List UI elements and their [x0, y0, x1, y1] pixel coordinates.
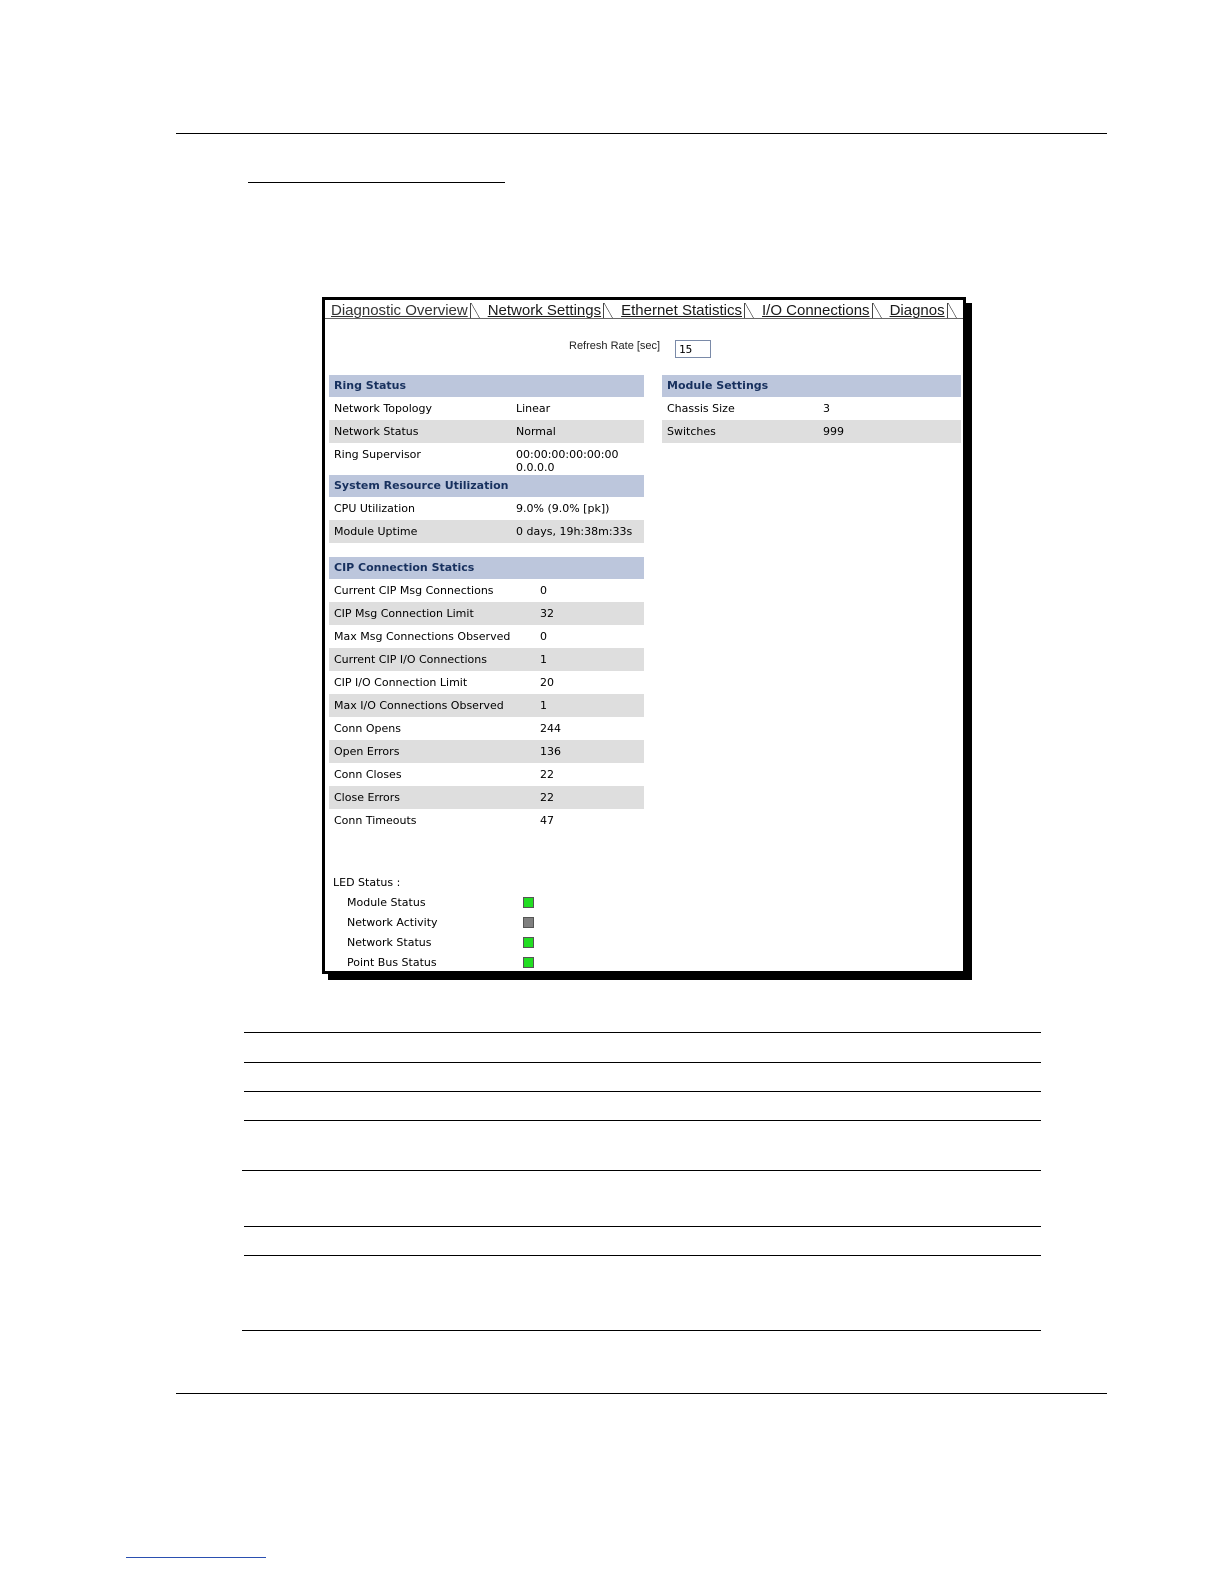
table-rule — [244, 1226, 1041, 1227]
cip-connection-header: CIP Connection Statics — [329, 557, 644, 579]
led-row-point-bus-status: Point Bus Status — [347, 956, 547, 976]
tab-diagnostic-overview[interactable]: Diagnostic Overview — [325, 302, 482, 319]
table-row: Conn Opens 244 — [334, 722, 561, 735]
system-resource-header: System Resource Utilization — [329, 475, 644, 497]
table-row: Switches 999 — [662, 420, 961, 443]
network-activity-led-icon — [523, 917, 534, 928]
table-rule — [242, 1170, 1041, 1171]
refresh-rate-input[interactable] — [675, 340, 711, 358]
table-rule — [244, 1255, 1041, 1256]
led-row-module-status: Module Status — [347, 896, 547, 916]
table-row: Conn Timeouts 47 — [334, 814, 554, 827]
led-row-network-status: Network Status — [347, 936, 547, 956]
table-row: Ring Supervisor 00:00:00:00:00:00 0.0.0.0 — [334, 448, 619, 474]
table-row: Conn Closes 22 — [334, 768, 554, 781]
right-column — [662, 375, 961, 443]
table-row: Max I/O Connections Observed 1 — [329, 694, 644, 717]
module-status-led-icon — [523, 897, 534, 908]
table-row: Close Errors 22 — [329, 786, 644, 809]
tab-diagnostics[interactable]: Diagnos — [884, 302, 959, 319]
table-rule — [244, 1032, 1041, 1033]
table-row: CIP Msg Connection Limit 32 — [329, 602, 644, 625]
table-row: Module Uptime 0 days, 19h:38m:33s — [329, 520, 644, 543]
tab-bar — [325, 300, 963, 319]
table-row: Open Errors 136 — [329, 740, 644, 763]
table-row: Chassis Size 3 — [667, 402, 830, 415]
header-rule — [176, 133, 1107, 134]
point-bus-status-led-icon — [523, 957, 534, 968]
table-row: Max Msg Connections Observed 0 — [334, 630, 547, 643]
module-settings-header: Module Settings — [662, 375, 961, 397]
table-rule — [242, 1330, 1041, 1331]
table-row: CPU Utilization 9.0% (9.0% [pk]) — [334, 502, 610, 515]
tab-io-connections[interactable]: I/O Connections — [756, 302, 884, 319]
diagnostic-screenshot — [322, 297, 966, 974]
led-row-network-activity: Network Activity — [347, 916, 547, 936]
table-rule — [244, 1120, 1041, 1121]
footer-rule — [176, 1393, 1107, 1394]
footer-link-underline — [126, 1557, 266, 1558]
heading-underline — [248, 182, 505, 183]
table-row: Current CIP Msg Connections 0 — [334, 584, 547, 597]
tab-network-settings[interactable]: Network Settings — [482, 302, 615, 319]
refresh-rate-label: Refresh Rate [sec] — [569, 340, 661, 352]
network-status-led-icon — [523, 937, 534, 948]
ring-status-header: Ring Status — [329, 375, 644, 397]
ring-supervisor-mac: 00:00:00:00:00:00 — [516, 448, 619, 461]
table-row: Network Status Normal — [329, 420, 644, 443]
table-row: CIP I/O Connection Limit 20 — [334, 676, 554, 689]
table-rule — [244, 1091, 1041, 1092]
ring-supervisor-ip: 0.0.0.0 — [516, 461, 555, 474]
table-rule — [244, 1062, 1041, 1063]
tab-ethernet-statistics[interactable]: Ethernet Statistics — [615, 302, 756, 319]
left-column — [329, 375, 644, 832]
table-row: Current CIP I/O Connections 1 — [329, 648, 644, 671]
led-status-title: LED Status : — [333, 876, 401, 889]
table-row: Network Topology Linear — [334, 402, 551, 415]
